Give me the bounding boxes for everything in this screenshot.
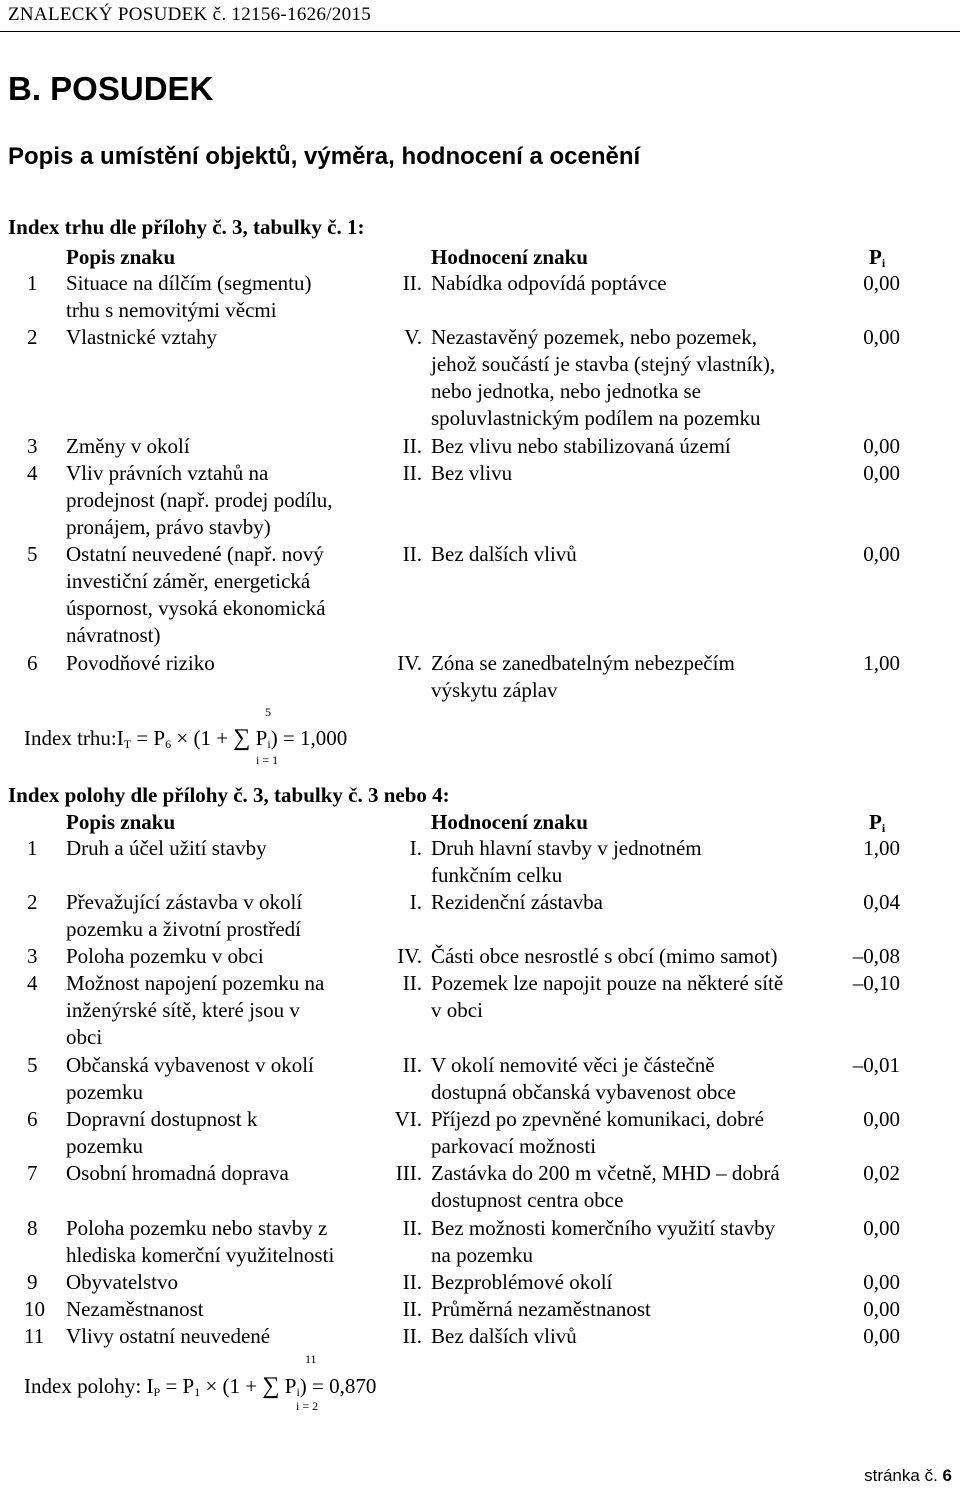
row-number: 1: [27, 271, 38, 295]
row-value: 0,00: [863, 271, 900, 295]
market-col-hodnoceni: Hodnocení znaku: [431, 245, 588, 269]
row-number: 6: [27, 1107, 38, 1131]
location-sum-upper: 11: [305, 1352, 317, 1366]
row-number: 3: [27, 944, 38, 968]
row-description-line: Situace na dílčím (segmentu): [66, 271, 312, 295]
row-rating-line: nebo jednotka, nebo jednotka se: [431, 379, 702, 403]
location-sum-lower: i = 2: [296, 1399, 319, 1413]
row-description-line: Převažující zástavba v okolí: [66, 890, 303, 914]
location-col-popis: Popis znaku: [66, 810, 176, 834]
row-number: 9: [27, 1270, 38, 1294]
row-rating-level: II.: [402, 971, 422, 995]
row-value: –0,08: [852, 944, 900, 968]
row-description-line: Vlastnické vztahy: [66, 325, 218, 349]
row-description-line: prodejnost (např. prodej podílu,: [66, 488, 333, 512]
row-description-line: trhu s nemovitými věcmi: [66, 298, 277, 322]
row-rating-line: Nezastavěný pozemek, nebo pozemek,: [431, 325, 757, 349]
row-description-line: Poloha pozemku v obci: [66, 944, 264, 968]
row-rating-line: výskytu záplav: [431, 678, 558, 702]
market-col-popis: Popis znaku: [66, 245, 176, 269]
row-value: 0,00: [863, 542, 900, 566]
sum-symbol: ∑: [262, 1373, 280, 1399]
row-value: 0,00: [863, 325, 900, 349]
row-rating-line: Zastávka do 200 m včetně, MHD – dobrá: [431, 1161, 780, 1185]
row-description-line: Osobní hromadná doprava: [66, 1161, 289, 1185]
sum-symbol: ∑: [233, 725, 251, 751]
row-rating-level: II.: [402, 461, 422, 485]
row-description-line: Možnost napojení pozemku na: [66, 971, 325, 995]
row-rating-level: II.: [402, 271, 422, 295]
document-header-title: ZNALECKÝ POSUDEK č. 12156-1626/2015: [8, 4, 372, 25]
market-sum-lower: i = 1: [256, 753, 279, 767]
location-col-pi: $P_i$: [869, 810, 886, 835]
row-rating-line: Bez dalších vlivů: [431, 542, 577, 566]
row-rating-line: Příjezd po zpevněné komunikaci, dobré: [431, 1107, 764, 1131]
location-index-title: Index polohy dle přílohy č. 3, tabulky č. 3 nebo 4:: [8, 783, 450, 807]
row-number: 8: [27, 1216, 38, 1240]
row-rating-line: Bez dalších vlivů: [431, 1324, 577, 1348]
row-rating-line: dostupná občanská vybavenost obce: [431, 1080, 737, 1104]
row-number: 11: [24, 1324, 45, 1348]
row-description-line: Povodňové riziko: [66, 651, 215, 675]
row-description-line: Nezaměstnanost: [66, 1297, 204, 1321]
row-number: 10: [24, 1297, 45, 1321]
row-number: 6: [27, 651, 38, 675]
row-description-line: Poloha pozemku nebo stavby z: [66, 1216, 328, 1240]
row-rating-level: VI.: [394, 1107, 422, 1131]
row-rating-line: na pozemku: [431, 1243, 534, 1267]
row-value: 0,00: [863, 1297, 900, 1321]
row-value: 1,00: [863, 836, 900, 860]
row-rating-level: II.: [402, 1297, 422, 1321]
row-description-line: návratnost): [66, 623, 161, 647]
row-rating-level: II.: [402, 542, 422, 566]
row-rating-level: II.: [402, 434, 422, 458]
section-subtitle: Popis a umístění objektů, výměra, hodnocení a ocenění: [8, 143, 641, 170]
row-description-line: Ostatní neuvedené (např. nový: [66, 542, 324, 566]
page-footer: stránka č. 6: [864, 1466, 952, 1485]
row-value: 0,00: [863, 461, 900, 485]
row-rating-level: I.: [409, 836, 422, 860]
row-rating-level: IV.: [397, 944, 422, 968]
row-description-line: inženýrské sítě, které jsou v: [66, 998, 300, 1022]
row-number: 2: [27, 325, 38, 349]
row-value: 0,00: [863, 1324, 900, 1348]
row-rating-line: v obci: [431, 998, 483, 1022]
section-title: B. POSUDEK: [8, 70, 214, 107]
market-index-title: Index trhu dle přílohy č. 3, tabulky č. 1:: [8, 215, 365, 239]
row-rating-level: I.: [409, 890, 422, 914]
row-value: 0,00: [863, 434, 900, 458]
row-value: 0,04: [863, 890, 900, 914]
row-number: 4: [27, 461, 38, 485]
row-rating-line: spoluvlastnickým podílem na pozemku: [431, 406, 761, 430]
row-number: 5: [27, 1053, 38, 1077]
row-rating-level: II.: [402, 1053, 422, 1077]
row-description-line: pozemku a životní prostředí: [66, 917, 302, 941]
row-description-line: pozemku: [66, 1134, 143, 1158]
row-value: 0,00: [863, 1107, 900, 1131]
row-description-line: Druh a účel užití stavby: [66, 836, 267, 860]
market-sum-upper: 5: [265, 705, 271, 719]
row-description-line: obci: [66, 1025, 103, 1049]
row-rating-line: Bez vlivu nebo stabilizovaná území: [431, 434, 731, 458]
row-rating-line: funkčním celku: [431, 863, 563, 887]
row-rating-level: III.: [395, 1161, 422, 1185]
row-rating-line: Bez vlivu: [431, 461, 513, 485]
row-value: –0,01: [852, 1053, 900, 1077]
row-number: 5: [27, 542, 38, 566]
row-description-line: pronájem, právo stavby): [66, 515, 271, 539]
row-rating-line: Průměrná nezaměstnanost: [431, 1297, 651, 1321]
row-rating-level: IV.: [397, 651, 422, 675]
row-rating-line: dostupnost centra obce: [431, 1188, 624, 1212]
row-rating-line: Bezproblémové okolí: [431, 1270, 613, 1294]
row-rating-level: II.: [402, 1216, 422, 1240]
row-description-line: Obyvatelstvo: [66, 1270, 178, 1294]
header-divider: [0, 31, 960, 32]
row-description-line: Změny v okolí: [66, 434, 190, 458]
row-rating-line: Bez možnosti komerčního využití stavby: [431, 1216, 776, 1240]
row-value: –0,10: [852, 971, 900, 995]
row-rating-line: Nabídka odpovídá poptávce: [431, 271, 667, 295]
market-col-pi: $P_i$: [869, 245, 886, 270]
row-number: 2: [27, 890, 38, 914]
row-description-line: hlediska komerční využitelnosti: [66, 1243, 335, 1267]
row-rating-line: jehož součástí je stavba (stejný vlastník),: [431, 352, 776, 376]
row-description-line: Dopravní dostupnost k: [66, 1107, 258, 1131]
row-rating-line: Druh hlavní stavby v jednotném: [431, 836, 702, 860]
row-number: 4: [27, 971, 38, 995]
row-value: 0,00: [863, 1216, 900, 1240]
row-description-line: investiční záměr, energetická: [66, 569, 311, 593]
row-rating-level: V.: [404, 325, 422, 349]
row-rating-line: V okolí nemovité věci je částečně: [431, 1053, 715, 1077]
row-value: 1,00: [863, 651, 900, 675]
row-description-line: Vliv právních vztahů na: [66, 461, 269, 485]
market-index-formula: Index $trhu:I_T = P_6 \times (1$ + ∑ $P_i) = 1,000$: [24, 725, 348, 751]
row-number: 1: [27, 836, 38, 860]
row-rating-level: II.: [402, 1324, 422, 1348]
row-value: 0,00: [863, 1270, 900, 1294]
row-rating-line: Rezidenční zástavba: [431, 890, 603, 914]
row-value: 0,02: [863, 1161, 900, 1185]
row-rating-line: Části obce nesrostlé s obcí (mimo samot): [431, 944, 778, 968]
row-description-line: úspornost, vysoká ekonomická: [66, 596, 326, 620]
row-rating-line: parkovací možnosti: [431, 1134, 597, 1158]
row-rating-line: Zóna se zanedbatelným nebezpečím: [431, 651, 735, 675]
location-col-hodnoceni: Hodnocení znaku: [431, 810, 588, 834]
row-rating-line: Pozemek lze napojit pouze na některé sítě: [431, 971, 784, 995]
row-number: 3: [27, 434, 38, 458]
row-number: 7: [27, 1161, 38, 1185]
row-description-line: Občanská vybavenost v okolí: [66, 1053, 314, 1077]
row-description-line: pozemku: [66, 1080, 143, 1104]
location-index-formula: Index polohy: $I_P = P_1 \times (1$ + ∑ $P_i) = 0,870$: [24, 1373, 377, 1399]
row-rating-level: II.: [402, 1270, 422, 1294]
row-description-line: Vlivy ostatní neuvedené: [66, 1324, 271, 1348]
